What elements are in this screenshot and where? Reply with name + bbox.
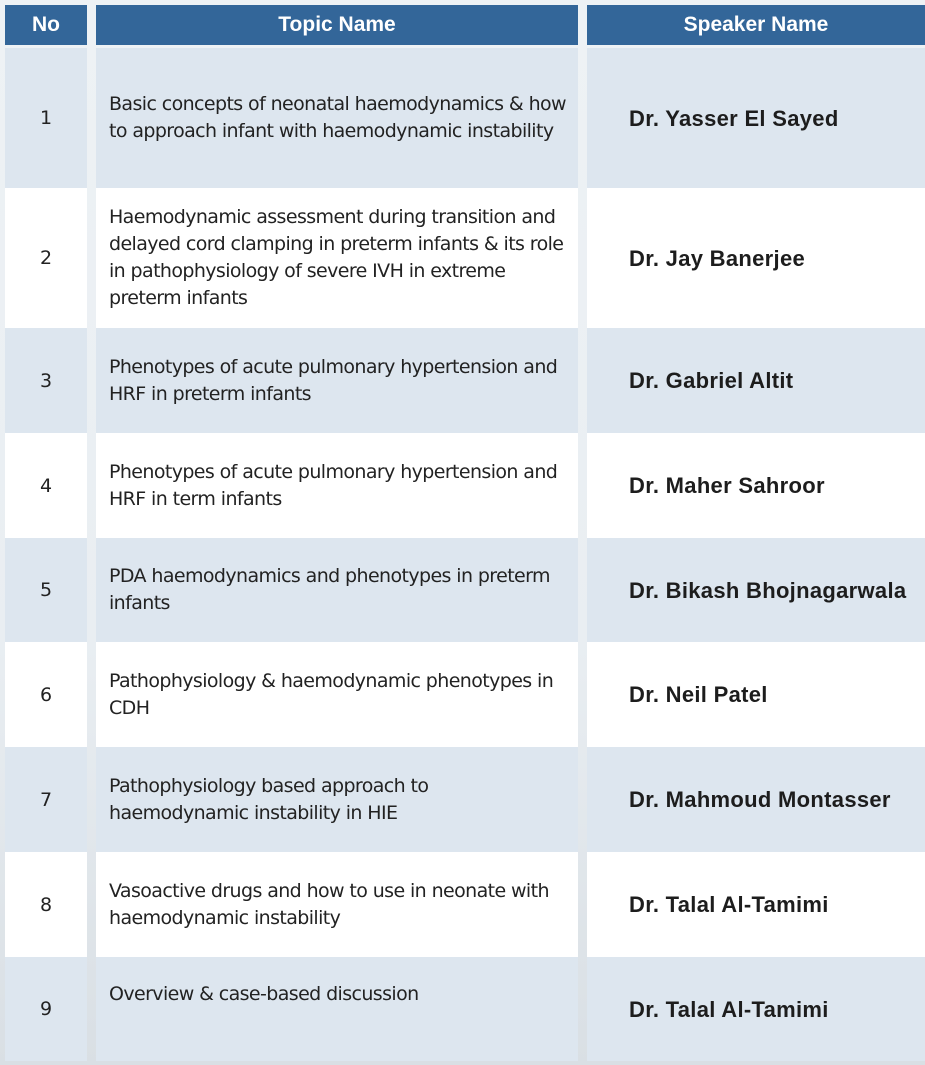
speaker-cell-text: Dr. Talal Al-Tamimi [629,996,829,1022]
row-number [5,538,87,642]
speaker-cell-text: Dr. Bikash Bhojnagarwala [629,577,907,603]
row-number-text: 3 [39,369,53,392]
row-number-text: 5 [39,579,53,601]
topic-cell [96,538,578,642]
speaker-cell [587,957,925,1061]
row-number [5,957,87,1061]
speaker-cell-text: Dr. Talal Al-Tamimi [629,892,829,917]
speaker-cell [587,538,925,642]
topic-cell-text: Overview & case-based discussion [109,983,419,1005]
speaker-cell [587,852,925,957]
topic-cell-text: Phenotypes of acute pulmonary hypertension and HRF in term infants [109,460,558,510]
row-number [5,433,87,538]
row-number [5,642,87,747]
row-number-text: 8 [39,893,53,916]
speaker-cell-text: Dr. Neil Patel [629,682,768,707]
row-number-text: 9 [39,998,53,1020]
topic-cell-text: Pathophysiology & haemodynamic phenotypes in CDH [109,669,554,719]
topic-cell-text: Phenotypes of acute pulmonary hypertension and HRF in preterm infants [109,355,558,405]
speaker-cell [587,328,925,433]
speaker-cell [587,747,925,852]
row-number-text: 1 [39,107,53,129]
topic-cell [96,747,578,852]
row-number [5,328,87,433]
speaker-cell [587,642,925,747]
header-no: No [5,5,87,45]
row-number [5,852,87,957]
topic-cell [96,328,578,433]
topic-cell-text: Vasoactive drugs and how to use in neonate with haemodynamic instability [109,879,549,929]
topic-cell-text: Haemodynamic assessment during transition and delayed cord clamping in preterm infants & its role in pathophysiology of severe IVH in extreme preterm infants [109,206,564,309]
topic-cell [96,48,578,188]
topic-cell [96,957,578,1061]
speaker-cell-text: Dr. Jay Banerjee [629,245,806,271]
speaker-cell-text: Dr. Yasser El Sayed [629,105,839,131]
topic-cell [96,433,578,538]
speaker-cell-text: Dr. Gabriel Altit [629,368,794,393]
row-number-text: 6 [39,683,53,706]
row-number-text: 7 [39,788,53,811]
speaker-cell [587,433,925,538]
row-number [5,48,87,188]
topic-cell [96,852,578,957]
speaker-cell [587,188,925,328]
row-number [5,188,87,328]
speaker-cell [587,48,925,188]
header-speaker: Speaker Name [587,5,925,45]
topic-cell [96,188,578,328]
topic-cell-text: Basic concepts of neonatal haemodynamics & how to approach infant with haemodynamic instability [109,93,566,142]
topic-cell-text: PDA haemodynamics and phenotypes in preterm infants [109,565,550,614]
topic-cell [96,642,578,747]
topic-cell-text: Pathophysiology based approach to haemodynamic instability in HIE [109,774,429,824]
row-number [5,747,87,852]
row-number-text: 4 [39,474,53,497]
header-topic: Topic Name [96,5,578,45]
row-number-text: 2 [39,247,53,269]
speaker-cell-text: Dr. Mahmoud Montasser [629,787,891,812]
speaker-cell-text: Dr. Maher Sahroor [629,473,825,498]
